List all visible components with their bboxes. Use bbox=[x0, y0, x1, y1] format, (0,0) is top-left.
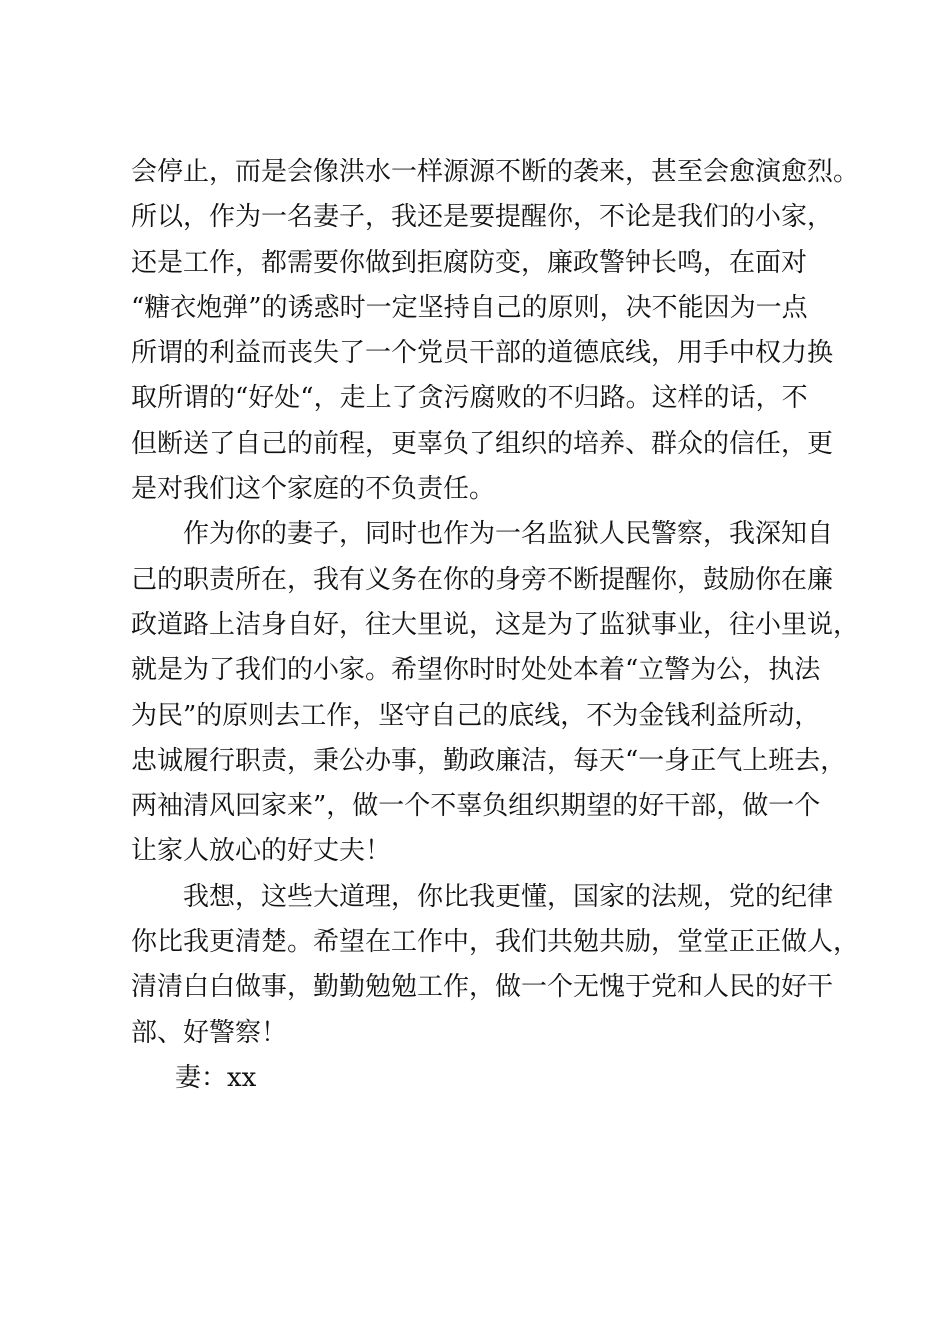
text-line: 部、好警察！ bbox=[131, 1017, 288, 1048]
paragraph-start-line: 作为你的妻子，同时也作为一名监狱人民警察，我深知自 bbox=[183, 519, 834, 550]
text-line: 政道路上洁身自好，往大里说，这是为了监狱事业，往小里说， bbox=[131, 609, 860, 640]
text-line: 所以，作为一名妻子，我还是要提醒你，不论是我们的小家， bbox=[131, 202, 834, 233]
text-line: 会停止，而是会像洪水一样源源不断的袭来，甚至会愈演愈烈。 bbox=[131, 157, 860, 187]
text-line: 是对我们这个家庭的不负责任。 bbox=[131, 474, 496, 505]
paragraph-start-line: 我想，这些大道理，你比我更懂，国家的法规，党的纪律 bbox=[183, 881, 834, 912]
text-line: 你比我更清楚。希望在工作中，我们共勉共励，堂堂正正做人， bbox=[131, 927, 860, 958]
text-line: 让家人放心的好丈夫！ bbox=[131, 836, 392, 867]
text-line: “糖衣炮弹”的诱惑时一定坚持自己的原则，决不能因为一点 bbox=[131, 292, 808, 323]
signature-line: 妻：xx bbox=[175, 1062, 257, 1093]
text-line: 就是为了我们的小家。希望你时时处处本着“立警为公，执法 bbox=[131, 655, 821, 686]
text-line: 忠诚履行职责，秉公办事，勤政廉洁，每天“一身正气上班去， bbox=[131, 745, 847, 776]
letter-body bbox=[131, 150, 860, 1101]
text-line: 还是工作，都需要你做到拒腐防变，廉政警钟长鸣，在面对 bbox=[131, 247, 808, 278]
text-line: 所谓的利益而丧失了一个党员干部的道德底线，用手中权力换 bbox=[131, 338, 834, 369]
text-line: 两袖清风回家来”，做一个不辜负组织期望的好干部，做一个 bbox=[131, 791, 821, 822]
text-line: 取所谓的“好处“，走上了贪污腐败的不归路。这样的话，不 bbox=[131, 383, 808, 414]
text-line: 但断送了自己的前程，更辜负了组织的培养、群众的信任，更 bbox=[131, 428, 834, 459]
text-line: 为民”的原则去工作，坚守自己的底线，不为金钱利益所动， bbox=[131, 700, 821, 731]
text-line: 清清白白做事，勤勤勉勉工作，做一个无愧于党和人民的好干 bbox=[131, 972, 834, 1003]
text-line: 己的职责所在，我有义务在你的身旁不断提醒你，鼓励你在廉 bbox=[131, 564, 834, 595]
